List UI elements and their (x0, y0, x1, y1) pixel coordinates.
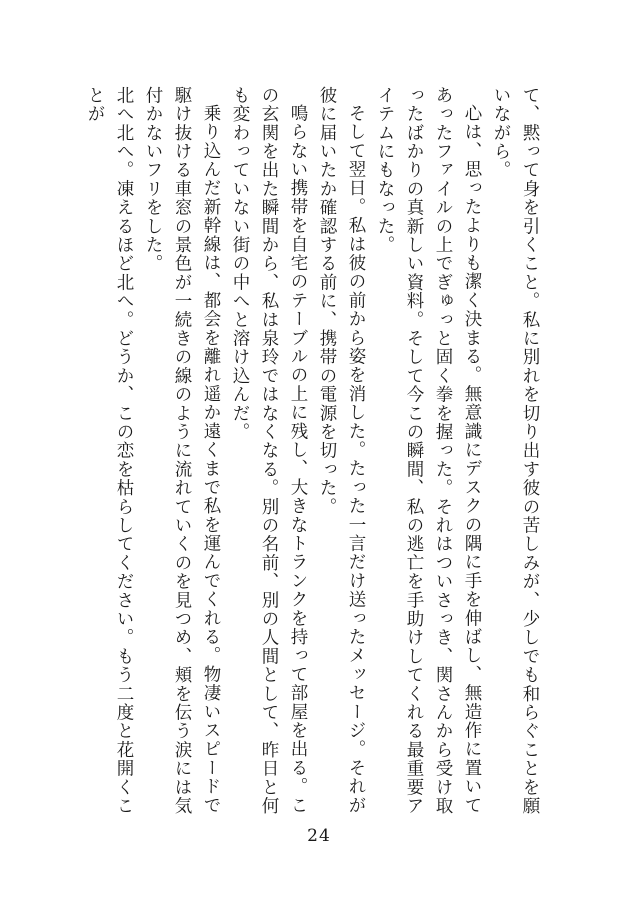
vertical-text-block (85, 86, 544, 816)
paragraph: 鳴らない携帯を自宅のテーブルの上に残し、大きなトランクを持って部屋を出る。この玄関を出た瞬間から、私は泉玲ではなくなる。別の名前、別の人間として、昨日と何も変わっていない街の中へと溶け込んだ。 (230, 86, 308, 816)
paragraph: そして翌日。私は彼の前から姿を消した。たった一言だけ送ったメッセージ。それが彼に届いたか確認する前に、携帯の電源を切った。 (317, 86, 366, 815)
paragraph: 心は、思ったよりも潔く決まる。無意識にデスクの隅に手を伸ばし、無造作に置いてあったファイルの上でぎゅっと固く拳を握った。それはついさっき、関さんから受け取ったばかりの真新しい資料。そして今この瞬間、私の逃亡を手助けしてくれる最重要アイテムにもなった。 (375, 86, 482, 816)
page-number: 24 (307, 826, 331, 846)
paragraph: 乗り込んだ新幹線は、都会を離れ遥か遠くまで私を運んでくれる。物凄いスピードで駆け抜ける車窓の景色が一続きの線のように流れていくのを見つめ、頬を伝う涙には気付かないフリをした。 (143, 86, 221, 816)
paragraph: て、黙って身を引くこと。私に別れを切り出す彼の苦しみが、少しでも和らぐことを願いながら。 (491, 86, 540, 816)
paragraph: 北へ北へ。凍えるほど北へ。どうか、この恋を枯らしてください。もう二度と花開くことが (85, 86, 134, 816)
